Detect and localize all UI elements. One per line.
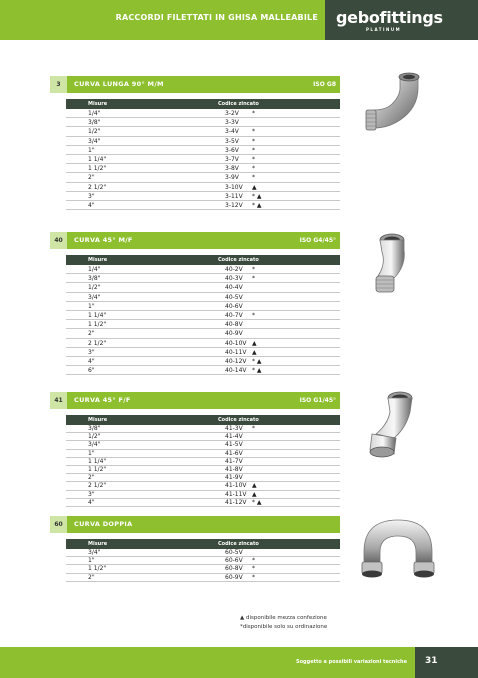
cell-availability: * — [252, 155, 255, 163]
section-iso: ISO G1/45° — [299, 397, 336, 404]
cell-misura: 6" — [88, 367, 95, 375]
cell-codice: 40-8V — [225, 321, 243, 329]
col-header-misure: Misure — [88, 541, 108, 547]
cell-codice: 3-2V — [225, 110, 239, 117]
table-row — [66, 366, 340, 375]
table-row — [66, 348, 340, 357]
table-row — [66, 164, 340, 173]
cell-availability: * ▲ — [252, 498, 262, 506]
cell-codice: 41-11V — [225, 490, 247, 498]
cell-misura: 3" — [88, 192, 95, 200]
table-header — [66, 255, 340, 265]
curva-45-mf-photo — [364, 226, 424, 304]
table-row — [66, 458, 340, 466]
product-table — [66, 99, 340, 210]
cell-codice: 3-6V — [225, 146, 239, 154]
table-row — [66, 450, 340, 458]
cell-availability: * ▲ — [252, 357, 262, 365]
cell-availability: * ▲ — [252, 192, 262, 200]
cell-availability: * ▲ — [252, 201, 262, 209]
cell-misura: 3" — [88, 348, 95, 356]
table-row — [66, 201, 340, 210]
table-row — [66, 320, 340, 329]
cell-availability: ▲ — [252, 339, 257, 347]
table-row — [66, 425, 340, 433]
table-row — [66, 265, 340, 274]
table-row — [66, 127, 340, 136]
cell-availability: * — [252, 565, 255, 573]
cell-availability: ▲ — [252, 348, 257, 356]
col-header-codice: Codice zincato — [218, 417, 259, 423]
footer-note: Soggetto a possibili variazioni tecniche — [296, 659, 407, 665]
cell-codice: 3-8V — [225, 165, 239, 173]
col-header-misure: Misure — [88, 101, 108, 107]
cell-codice: 60-6V — [225, 557, 243, 565]
cell-misura: 2 1/2" — [88, 482, 107, 490]
product-table — [66, 255, 340, 375]
cell-misura: 1" — [88, 449, 95, 457]
col-header-codice: Codice zincato — [218, 101, 259, 107]
cell-codice: 40-3V — [225, 275, 243, 283]
table-row — [66, 183, 340, 192]
cell-misura: 4" — [88, 357, 95, 365]
cell-codice: 3-7V — [225, 155, 239, 163]
col-header-misure: Misure — [88, 417, 108, 423]
section-bar — [50, 392, 340, 409]
cell-codice: 41-12V — [225, 498, 247, 506]
cell-codice: 3-5V — [225, 137, 239, 145]
cell-codice: 41-4V — [225, 433, 243, 441]
table-row — [66, 499, 340, 507]
table-row — [66, 433, 340, 441]
cell-codice: 3-3V — [225, 119, 239, 127]
page-title: RACCORDI FILETTATI IN GHISA MALLEABILE — [115, 13, 318, 22]
table-header — [66, 539, 340, 549]
cell-misura: 3/8" — [88, 275, 101, 283]
cell-availability: * — [252, 165, 255, 173]
cell-availability: * — [252, 266, 255, 273]
cell-codice: 41-8V — [225, 465, 243, 473]
cell-misura: 4" — [88, 498, 95, 506]
page-header — [0, 0, 478, 40]
table-row — [66, 283, 340, 292]
table-row — [66, 173, 340, 182]
cell-codice: 3-11V — [225, 192, 243, 200]
table-row — [66, 302, 340, 311]
table-row — [66, 146, 340, 155]
cell-misura: 1/2" — [88, 128, 101, 136]
curva-45-ff-photo — [364, 386, 424, 466]
table-row — [66, 357, 340, 366]
table-row — [66, 466, 340, 474]
section-curva-45-mf — [50, 232, 340, 375]
table-row — [66, 311, 340, 320]
section-iso: ISO G4/45° — [299, 237, 336, 244]
cell-misura: 1 1/4" — [88, 311, 107, 319]
table-row — [66, 155, 340, 164]
cell-codice: 41-9V — [225, 474, 243, 482]
cell-misura: 1" — [88, 557, 95, 565]
cell-misura: 3/4" — [88, 137, 101, 145]
section-curva-doppia — [50, 516, 340, 582]
table-header — [66, 99, 340, 109]
cell-availability: * — [252, 573, 255, 581]
product-table — [66, 539, 340, 582]
cell-availability: * — [252, 128, 255, 136]
cell-codice: 41-5V — [225, 441, 243, 449]
cell-codice: 40-10V — [225, 339, 247, 347]
cell-availability: ▲ — [252, 482, 257, 490]
cell-codice: 3-9V — [225, 174, 239, 182]
cell-misura: 4" — [88, 201, 95, 209]
table-row — [66, 293, 340, 302]
cell-codice: 40-6V — [225, 302, 243, 310]
section-number: 60 — [50, 516, 67, 533]
col-header-codice: Codice zincato — [218, 541, 259, 547]
cell-codice: 41-7V — [225, 457, 243, 465]
cell-misura: 1/4" — [88, 266, 101, 273]
cell-availability: * — [252, 110, 255, 117]
cell-availability: * ▲ — [252, 367, 262, 375]
section-title: CURVA 45° M/F — [74, 236, 133, 244]
cell-misura: 2" — [88, 573, 95, 581]
table-row — [66, 339, 340, 348]
cell-codice: 41-10V — [225, 482, 247, 490]
cell-misura: 1 1/4" — [88, 155, 107, 163]
cell-availability: ▲ — [252, 183, 257, 191]
section-curva-45-ff — [50, 392, 340, 507]
cell-misura: 1 1/2" — [88, 165, 107, 173]
cell-availability: * — [252, 146, 255, 154]
section-bar — [50, 76, 340, 93]
section-title: CURVA 45° F/F — [74, 396, 131, 404]
cell-codice: 40-11V — [225, 348, 247, 356]
curva-lunga-photo — [352, 68, 432, 146]
table-row — [66, 109, 340, 118]
cell-codice: 40-14V — [225, 367, 247, 375]
cell-misura: 2 1/2" — [88, 183, 107, 191]
cell-availability: ▲ — [252, 490, 257, 498]
cell-misura: 1/2" — [88, 284, 101, 292]
cell-codice: 60-8V — [225, 565, 243, 573]
table-header — [66, 415, 340, 425]
cell-misura: 3/8" — [88, 119, 101, 127]
table-row — [66, 118, 340, 127]
cell-misura: 1 1/4" — [88, 457, 107, 465]
table-row — [66, 482, 340, 490]
table-row — [66, 137, 340, 146]
table-row — [66, 274, 340, 283]
cell-misura: 1" — [88, 302, 95, 310]
page-footer — [0, 647, 478, 678]
cell-misura: 2" — [88, 174, 95, 182]
cell-codice: 3-4V — [225, 128, 239, 136]
section-iso: ISO G8 — [313, 81, 336, 88]
curva-doppia-photo — [358, 516, 438, 582]
logo-subtitle: PLATINUM — [366, 27, 402, 32]
table-row — [66, 565, 340, 573]
table-row — [66, 549, 340, 557]
section-title: CURVA LUNGA 90° M/M — [74, 80, 164, 88]
cell-availability: * — [252, 311, 255, 319]
logo-text: gebofittings — [336, 8, 443, 27]
cell-codice: 41-3V — [225, 425, 243, 432]
table-row — [66, 491, 340, 499]
page-number: 31 — [425, 656, 438, 666]
cell-availability: * — [252, 425, 255, 432]
cell-misura: 1" — [88, 146, 95, 154]
cell-misura: 1 1/2" — [88, 465, 107, 473]
col-header-codice: Codice zincato — [218, 257, 259, 263]
table-row — [66, 329, 340, 338]
cell-codice: 40-7V — [225, 311, 243, 319]
cell-codice: 40-9V — [225, 330, 243, 338]
section-bar — [50, 516, 340, 533]
table-row — [66, 557, 340, 565]
cell-availability: * — [252, 275, 255, 283]
section-title: CURVA DOPPIA — [74, 520, 133, 528]
legend-on-order: *disponibile solo su ordinazione — [240, 624, 328, 630]
cell-codice: 41-6V — [225, 449, 243, 457]
table-row — [66, 574, 340, 582]
cell-misura: 1 1/2" — [88, 321, 107, 329]
table-row — [66, 474, 340, 482]
cell-codice: 3-12V — [225, 201, 243, 209]
cell-codice: 60-9V — [225, 573, 243, 581]
section-bar — [50, 232, 340, 249]
section-number: 40 — [50, 232, 67, 249]
cell-availability: * — [252, 137, 255, 145]
col-header-misure: Misure — [88, 257, 108, 263]
cell-codice: 40-4V — [225, 284, 243, 292]
table-row — [66, 192, 340, 201]
section-curva-lunga — [50, 76, 340, 210]
cell-misura: 3/4" — [88, 293, 101, 301]
table-row — [66, 441, 340, 449]
cell-misura: 2" — [88, 330, 95, 338]
legend — [240, 614, 327, 632]
cell-codice: 3-10V — [225, 183, 243, 191]
cell-codice: 60-5V — [225, 549, 243, 556]
brand-logo — [336, 8, 443, 32]
cell-codice: 40-2V — [225, 266, 243, 273]
cell-misura: 2" — [88, 474, 95, 482]
legend-half-pack: ▲ disponibile mezza confezione — [240, 615, 327, 621]
cell-misura: 1/2" — [88, 433, 101, 441]
cell-misura: 1/4" — [88, 110, 101, 117]
cell-availability: * — [252, 174, 255, 182]
section-number: 41 — [50, 392, 67, 409]
cell-codice: 40-12V — [225, 357, 247, 365]
cell-misura: 1 1/2" — [88, 565, 107, 573]
cell-misura: 3/8" — [88, 425, 101, 432]
section-number: 3 — [50, 76, 67, 93]
cell-misura: 3/4" — [88, 441, 101, 449]
cell-availability: * — [252, 557, 255, 565]
cell-misura: 3/4" — [88, 549, 101, 556]
cell-misura: 2 1/2" — [88, 339, 107, 347]
cell-misura: 3" — [88, 490, 95, 498]
cell-codice: 40-5V — [225, 293, 243, 301]
product-table — [66, 415, 340, 507]
